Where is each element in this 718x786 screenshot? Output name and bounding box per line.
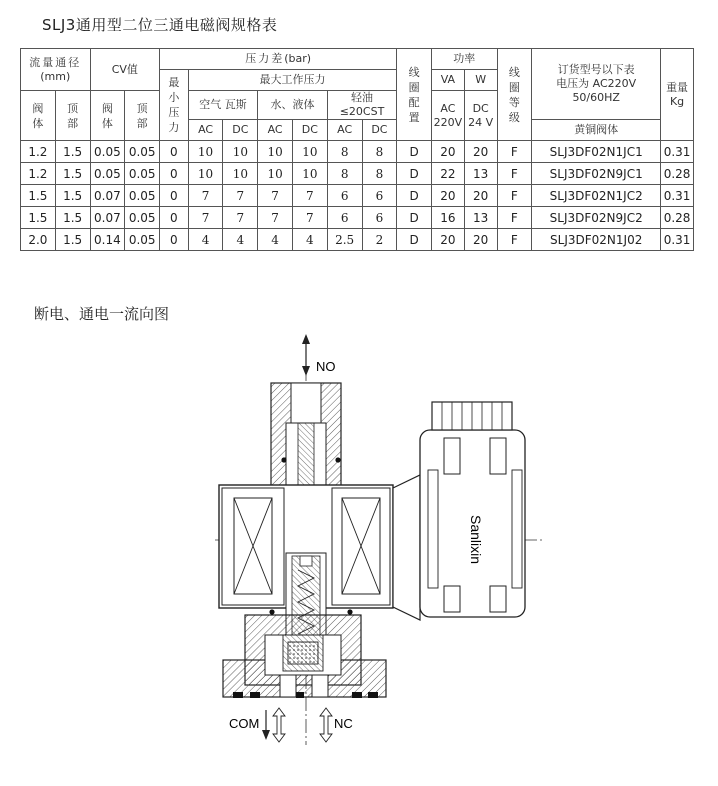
table-cell: 10 xyxy=(258,163,293,185)
table-cell: 4 xyxy=(223,229,258,251)
table-cell: 7 xyxy=(258,185,293,207)
header-pressure-diff: 压力差(bar) xyxy=(160,49,397,70)
table-cell: 8 xyxy=(327,141,362,163)
header-water-ac: AC xyxy=(258,120,293,141)
port-nc-label: NC xyxy=(334,716,353,731)
table-cell: 0.14 xyxy=(90,229,125,251)
header-min-pressure: 最小压力 xyxy=(160,70,189,141)
header-flow-bore: 流量通径 (mm) xyxy=(21,49,91,91)
header-light-oil: 轻油 ≤20CST xyxy=(327,91,397,120)
table-cell: 6 xyxy=(362,185,397,207)
table-cell: 22 xyxy=(432,163,465,185)
table-cell: 0.05 xyxy=(125,141,160,163)
table-cell: 0.05 xyxy=(125,229,160,251)
header-air-gas: 空气 瓦斯 xyxy=(188,91,258,120)
table-cell: 0 xyxy=(160,207,189,229)
nc-port-arrow xyxy=(320,708,332,742)
header-air-ac: AC xyxy=(188,120,223,141)
table-cell: 0.31 xyxy=(661,185,694,207)
valve-body xyxy=(223,609,386,698)
header-va: VA xyxy=(432,70,465,91)
table-cell: SLJ3DF02N1J02 xyxy=(532,229,661,251)
table-cell: 1.5 xyxy=(55,207,90,229)
table-cell: SLJ3DF02N9JC1 xyxy=(532,163,661,185)
table-cell: 8 xyxy=(327,163,362,185)
table-cell: 0 xyxy=(160,141,189,163)
table-cell: 0 xyxy=(160,163,189,185)
table-cell: 1.5 xyxy=(55,163,90,185)
table-cell: SLJ3DF02N1JC1 xyxy=(532,141,661,163)
header-ac-voltage: AC 220V xyxy=(432,91,465,141)
table-cell: 10 xyxy=(188,163,223,185)
table-cell: 7 xyxy=(223,185,258,207)
table-cell: 20 xyxy=(432,229,465,251)
header-water-liquid: 水、液体 xyxy=(258,91,328,120)
table-cell: 7 xyxy=(292,207,327,229)
table-cell: 1.5 xyxy=(21,207,56,229)
table-cell: 13 xyxy=(464,163,497,185)
header-cv-valve-body: 阀体 xyxy=(90,91,125,141)
table-cell: D xyxy=(397,163,432,185)
table-cell: 0.05 xyxy=(90,163,125,185)
table-cell: 8 xyxy=(362,163,397,185)
table-cell: 7 xyxy=(223,207,258,229)
com-port-arrow xyxy=(262,708,285,742)
table-cell: 6 xyxy=(327,207,362,229)
table-cell: F xyxy=(497,163,532,185)
table-cell: 10 xyxy=(292,141,327,163)
table-cell: 1.5 xyxy=(55,141,90,163)
table-cell: 2 xyxy=(362,229,397,251)
table-cell: 0 xyxy=(160,185,189,207)
header-w: W xyxy=(464,70,497,91)
table-cell: 2.0 xyxy=(21,229,56,251)
table-cell: F xyxy=(497,207,532,229)
table-cell: 4 xyxy=(292,229,327,251)
table-cell: 10 xyxy=(223,163,258,185)
header-weight: 重量 Kg xyxy=(661,49,694,141)
table-cell: 10 xyxy=(223,141,258,163)
table-cell: 1.5 xyxy=(21,185,56,207)
header-flow-valve-body: 阀体 xyxy=(21,91,56,141)
coil-brand-label: Sanlixin xyxy=(468,515,484,565)
port-com-label: COM xyxy=(229,716,260,731)
header-cv-top: 顶部 xyxy=(125,91,160,141)
table-cell: D xyxy=(397,207,432,229)
table-cell: 1.2 xyxy=(21,163,56,185)
table-cell: F xyxy=(497,229,532,251)
header-dc-voltage: DC 24 V xyxy=(464,91,497,141)
table-cell: 20 xyxy=(464,141,497,163)
page-title: SLJ3通用型二位三通电磁阀规格表 xyxy=(42,16,278,34)
header-oil-ac: AC xyxy=(327,120,362,141)
table-cell: 20 xyxy=(432,141,465,163)
table-cell: 8 xyxy=(362,141,397,163)
table-cell: 10 xyxy=(188,141,223,163)
table-cell: 10 xyxy=(258,141,293,163)
table-cell: 0.05 xyxy=(125,207,160,229)
header-order-note: 订货型号以下表 电压为 AC220V 50/60HZ xyxy=(532,49,661,120)
table-cell: 4 xyxy=(188,229,223,251)
table-cell: D xyxy=(397,141,432,163)
table-cell: 0.05 xyxy=(90,141,125,163)
header-coil-grade: 线圈等级 xyxy=(497,49,532,141)
table-cell: 20 xyxy=(464,229,497,251)
port-no-label: NO xyxy=(316,359,336,374)
table-cell: D xyxy=(397,229,432,251)
table-cell: 1.2 xyxy=(21,141,56,163)
header-brass-body: 黄铜阀体 xyxy=(532,120,661,141)
coil-connector xyxy=(393,402,525,620)
table-cell: 0.05 xyxy=(125,163,160,185)
table-cell: SLJ3DF02N1JC2 xyxy=(532,185,661,207)
header-oil-dc: DC xyxy=(362,120,397,141)
header-flow-top: 顶部 xyxy=(55,91,90,141)
table-cell: 20 xyxy=(464,185,497,207)
table-cell: D xyxy=(397,185,432,207)
table-cell: 20 xyxy=(432,185,465,207)
table-cell: 1.5 xyxy=(55,185,90,207)
table-cell: 0.05 xyxy=(125,185,160,207)
table-cell: 13 xyxy=(464,207,497,229)
table-cell: 0.31 xyxy=(661,141,694,163)
table-cell: 16 xyxy=(432,207,465,229)
table-cell: 4 xyxy=(258,229,293,251)
table-cell: 0.28 xyxy=(661,207,694,229)
no-port-arrow xyxy=(302,334,310,376)
table-cell: 7 xyxy=(258,207,293,229)
table-cell: 7 xyxy=(188,185,223,207)
table-cell: 0.28 xyxy=(661,163,694,185)
table-cell: 0 xyxy=(160,229,189,251)
table-cell: 6 xyxy=(327,185,362,207)
header-coil-config: 线圈配置 xyxy=(397,49,432,141)
table-cell: 0.07 xyxy=(90,185,125,207)
table-cell: 0.31 xyxy=(661,229,694,251)
header-water-dc: DC xyxy=(292,120,327,141)
table-cell: F xyxy=(497,141,532,163)
table-cell: SLJ3DF02N9JC2 xyxy=(532,207,661,229)
diagram-title: 断电、通电一流向图 xyxy=(34,305,170,323)
table-cell: 2.5 xyxy=(327,229,362,251)
table-cell: 10 xyxy=(292,163,327,185)
table-cell: 6 xyxy=(362,207,397,229)
header-power: 功率 xyxy=(432,49,497,70)
table-cell: 0.07 xyxy=(90,207,125,229)
header-air-dc: DC xyxy=(223,120,258,141)
table-cell: 1.5 xyxy=(55,229,90,251)
header-cv: CV值 xyxy=(90,49,160,91)
table-cell: F xyxy=(497,185,532,207)
header-max-pressure: 最大工作压力 xyxy=(188,70,397,91)
table-cell: 7 xyxy=(188,207,223,229)
table-cell: 7 xyxy=(292,185,327,207)
